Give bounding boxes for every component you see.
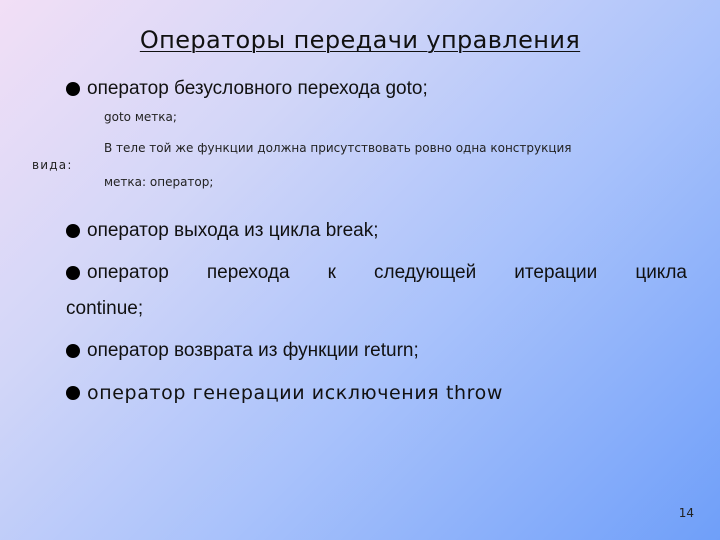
label-syntax: метка: оператор;: [104, 175, 214, 189]
bullet-goto: [66, 78, 428, 100]
continue-word: цикла: [635, 262, 687, 283]
bullet-throw: [66, 382, 503, 404]
side-label: вида:: [32, 158, 73, 172]
bullet-dot-icon: [66, 266, 80, 280]
bullet-dot-icon: [66, 386, 80, 400]
slide-title: Операторы передачи управления: [139, 26, 581, 54]
bullet-throw-text: оператор генерации исключения throw: [87, 382, 504, 404]
continue-word: перехода: [206, 262, 290, 283]
page-number: 14: [678, 506, 694, 520]
continue-word: итерации: [514, 262, 598, 283]
bullet-break: [66, 220, 379, 242]
bullet-goto-text: оператор безусловного перехода goto;: [87, 78, 428, 99]
continue-word: к: [327, 262, 336, 283]
bullet-return-text: оператор возврата из функции return;: [87, 340, 419, 361]
bullet-return: [66, 340, 419, 362]
bullet-continue-first: [66, 262, 169, 284]
bullet-dot-icon: [66, 82, 80, 96]
goto-syntax: goto метка;: [104, 110, 177, 124]
bullet-dot-icon: [66, 344, 80, 358]
bullet-break-text: оператор выхода из цикла break;: [87, 220, 379, 241]
continue-word: оператор: [87, 262, 169, 283]
goto-note: В теле той же функции должна присутствовать ровно одна конструкция: [104, 141, 572, 155]
continue-word: следующей: [374, 262, 477, 283]
continue-keyword: continue;: [66, 298, 144, 319]
bullet-dot-icon: [66, 224, 80, 238]
bullet-continue: [66, 262, 687, 284]
